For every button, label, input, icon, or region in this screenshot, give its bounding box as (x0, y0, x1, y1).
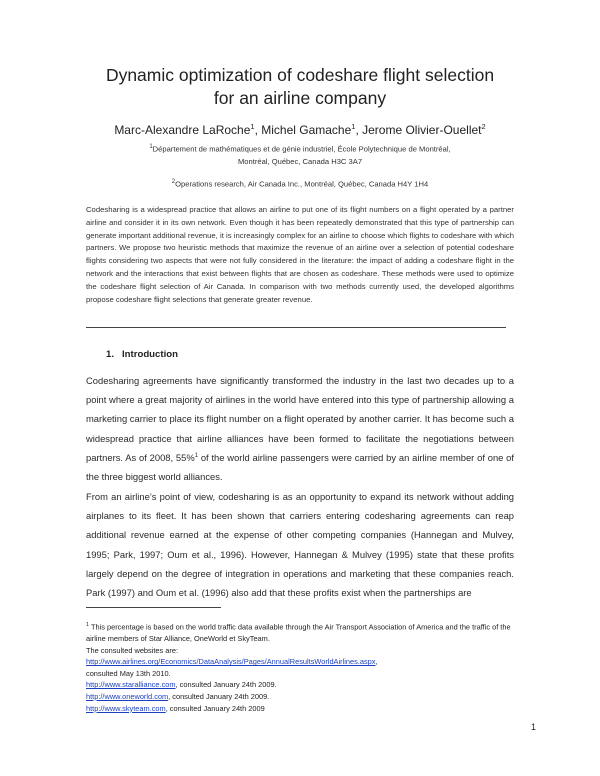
footnote (86, 620, 516, 714)
affiliation-line: Département de mathématiques et de génie industriel, École Polytechnique de Montréal, (152, 144, 451, 154)
body-paragraph-1 (86, 371, 514, 486)
footnote-link-note: , (375, 657, 378, 667)
paragraph-text: of the world airline passengers were carried by an airline member of one of the three biggest world alliances. (86, 451, 514, 483)
affiliation-mark: 1 (149, 144, 153, 150)
footnote-consulted: The consulted websites are: (86, 645, 179, 655)
author-affiliation-mark: 2 (481, 122, 486, 131)
affiliation-1 (100, 141, 500, 168)
footnote-link[interactable]: http://www.airlines.org/Economics/DataAnalysis/Pages/AnnualResultsWorldAirlines.aspx (86, 657, 376, 667)
footnote-link-note: , consulted January 24th 2009. (168, 692, 270, 702)
author-separator: , (254, 123, 262, 137)
author-list (60, 122, 540, 137)
author-name: Michel Gamache (261, 123, 352, 137)
footnote-link-note: , consulted January 24th 2009. (175, 680, 277, 690)
affiliation-line: Operations research, Air Canada Inc., Montréal, Québec, Canada H4Y 1H4 (175, 179, 429, 189)
affiliation-line: Montréal, Québec, Canada H3C 3A7 (237, 156, 363, 166)
footnote-text: This percentage is based on the world traffic data available through the Air Transport Association of America and the traffic of the airline members of Star Alliance, OneWorld et SkyTeam. (86, 622, 511, 644)
title-line-1: Dynamic optimization of codeshare flight selection (105, 65, 495, 85)
body-paragraph-2: From an airline’s point of view, codesharing is as an opportunity to expand its network without adding airplanes to its fleet. It has been shown that carriers entering codesharing agreements can reap additional revenue earned at the expense of other competing companies (Hannegan and Mulvey, 1995; Park, 1997; Oum et al., 1996). However, Hannegan & Mulvey (1995) state that these profits largely depend on the degree of integration in operations and marketing that these companies reach. Park (1997) and Oum et al. (1996) also add that these profits exist when the partnerships are (86, 491, 514, 599)
abstract-divider (86, 327, 506, 328)
affiliation-mark: 2 (171, 179, 176, 185)
footnote-consulted-date: consulted May 13th 2010. (86, 668, 171, 678)
author-affiliation-mark: 1 (250, 122, 255, 131)
abstract: Codesharing is a widespread practice that allows an airline to put one of its flight numbers on a flight operated by a partner airline and consider it in its own network. Even though it has been repeatedly demonstrated that this type of partnership can generate important additional revenue, it is increasingly complex for an airline to choose which flights to codeshare with which partners. We propose two heuristic methods that maximize the revenue of an airline over a selection of potential codeshare flights considering two aspects that were not fully considered in the literature: the impact of adding a codeshare flight in the network and the interactions that exist between flights that are chosen as codeshare. These methods were used to optimize the codeshare flight selection of Air Canada. In comparison with two methods currently used, the developed algorithms propose codeshare flight selections that generate greater revenue. (86, 205, 514, 304)
author-name: Marc-Alexandre LaRoche (114, 123, 251, 137)
footnote-link[interactable]: http://www.oneworld.com (86, 692, 169, 702)
footnote-link[interactable]: http://www.skyteam.com (86, 703, 166, 713)
footnote-link-note: , consulted January 24th 2009 (165, 703, 265, 713)
author-separator: , (355, 123, 363, 137)
footnote-reference[interactable]: 1 (194, 452, 199, 459)
footnote-link[interactable]: http://www.staralliance.com (86, 680, 176, 690)
paper-title (60, 64, 540, 110)
paragraph-text: Codesharing agreements have significantly transformed the industry in the last two decades up to a point where a great majority of airlines in the world have entered into this type of partnership allowing a marketing carrier to place its flight number on a flight operated by another carrier. It has become such a widespread practice that airline alliances have been formed to facilitate the negotiations between partners. As of 2008, 55% (86, 375, 514, 463)
section-heading (106, 349, 178, 360)
title-line-2: for an airline company (213, 88, 387, 108)
affiliation-2 (100, 176, 500, 191)
author-name: Jerome Olivier-Ouellet (362, 123, 482, 137)
footnote-mark: 1 (86, 622, 90, 628)
section-number: 1. (106, 349, 115, 360)
page-number: 1 (531, 722, 537, 732)
section-title: Introduction (122, 349, 178, 360)
author-affiliation-mark: 1 (351, 122, 356, 131)
footnote-divider (86, 607, 221, 608)
